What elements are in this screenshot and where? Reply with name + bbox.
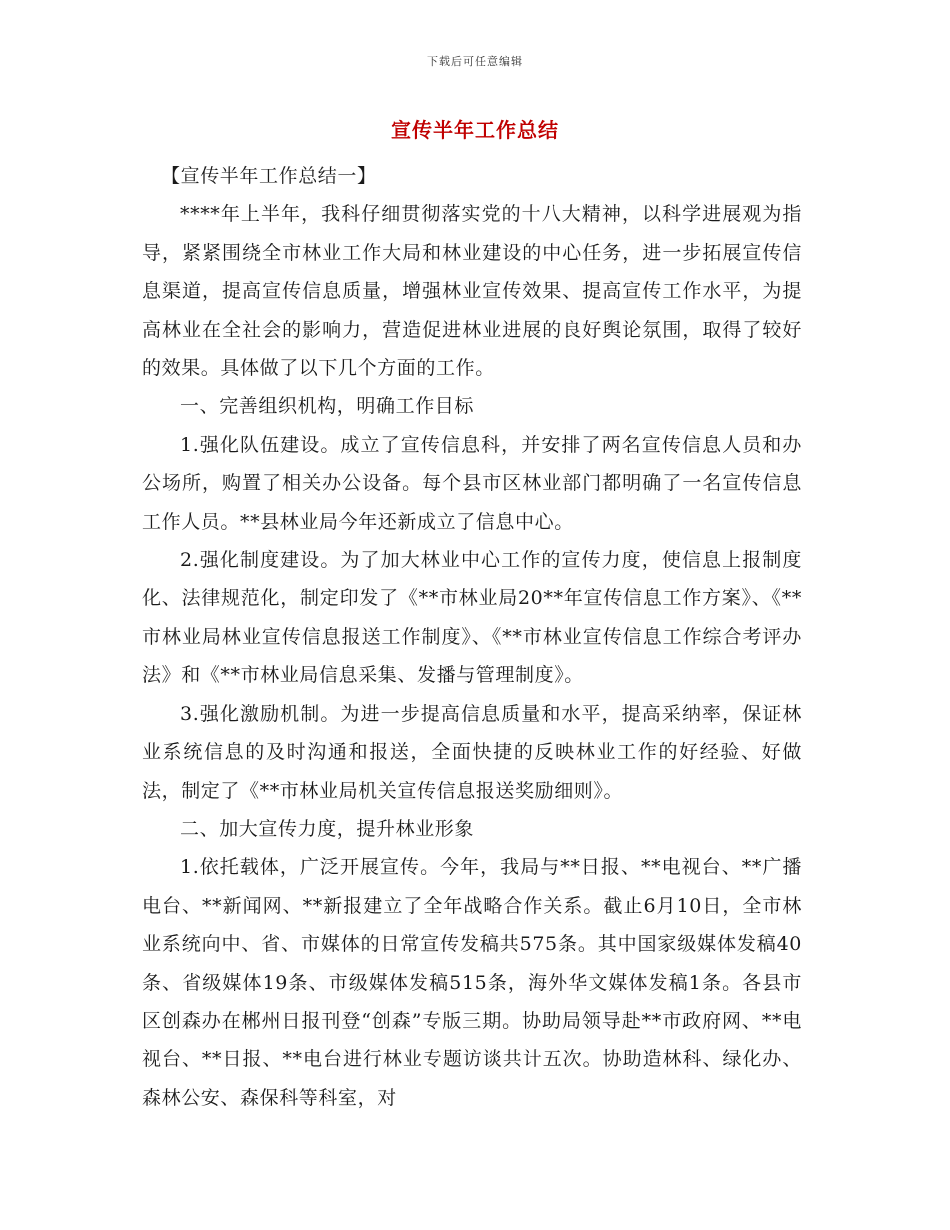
section-heading-1: 一、完善组织机构，明确工作目标 [180,395,475,418]
paragraph-media-publicity: 1.依托载体，广泛开展宣传。今年，我局与**日报、**电视台、**广播电台、**新闻网、**新报建立了全年战略合作关系。截止6月10日，全市林业系统向中、省、市媒体的日常宣传发稿共575条。其中国家级媒体发稿40条、省级媒体19条、市级媒体发稿515条，海外华文媒体发稿1条。各县市区创森办在郴州日报刊登“创森”专版三期。协助局领导赴**市政府网、**电视台、**日报、**电台进行林业专题访谈共计五次。协助造林科、绿化办、森林公安、森保科等科室，对 [142,856,802,1109]
document-body [142,157,802,1117]
paragraph-team-building: 1.强化队伍建设。成立了宣传信息科，并安排了两名宣传信息人员和办公场所，购置了相关办公设备。每个县市区林业部门都明确了一名宣传信息工作人员。**县林业局今年还新成立了信息中心。 [142,433,802,533]
intro-paragraph: ****年上半年，我科仔细贯彻落实党的十八大精神，以科学进展观为指导，紧紧围绕全市林业工作大局和林业建设的中心任务，进一步拓展宣传信息渠道，提高宣传信息质量，增强林业宣传效果、提高宣传工作水平，为提高林业在全社会的影响力，营造促进林业进展的良好舆论氛围，取得了较好的效果。具体做了以下几个方面的工作。 [142,203,802,380]
paragraph-incentive-mechanism: 3.强化激励机制。为进一步提高信息质量和水平，提高采纳率，保证林业系统信息的及时沟通和报送，全面快捷的反映林业工作的好经验、好做法，制定了《**市林业局机关宣传信息报送奖励细则》。 [142,702,802,802]
section-heading-2: 二、加大宣传力度，提升林业形象 [180,817,475,840]
document-title: 宣传半年工作总结 [391,118,559,142]
header-note: 下载后可任意编辑 [427,55,523,68]
paragraph-system-building: 2.强化制度建设。为了加大林业中心工作的宣传力度，使信息上报制度化、法律规范化，制定印发了《**市林业局20**年宣传信息工作方案》、《**市林业局林业宣传信息报送工作制度》、《**市林业宣传信息工作综合考评办法》和《**市林业局信息采集、发播与管理制度》。 [142,549,802,687]
section-subtitle: 【宣传半年工作总结一】 [161,165,377,187]
